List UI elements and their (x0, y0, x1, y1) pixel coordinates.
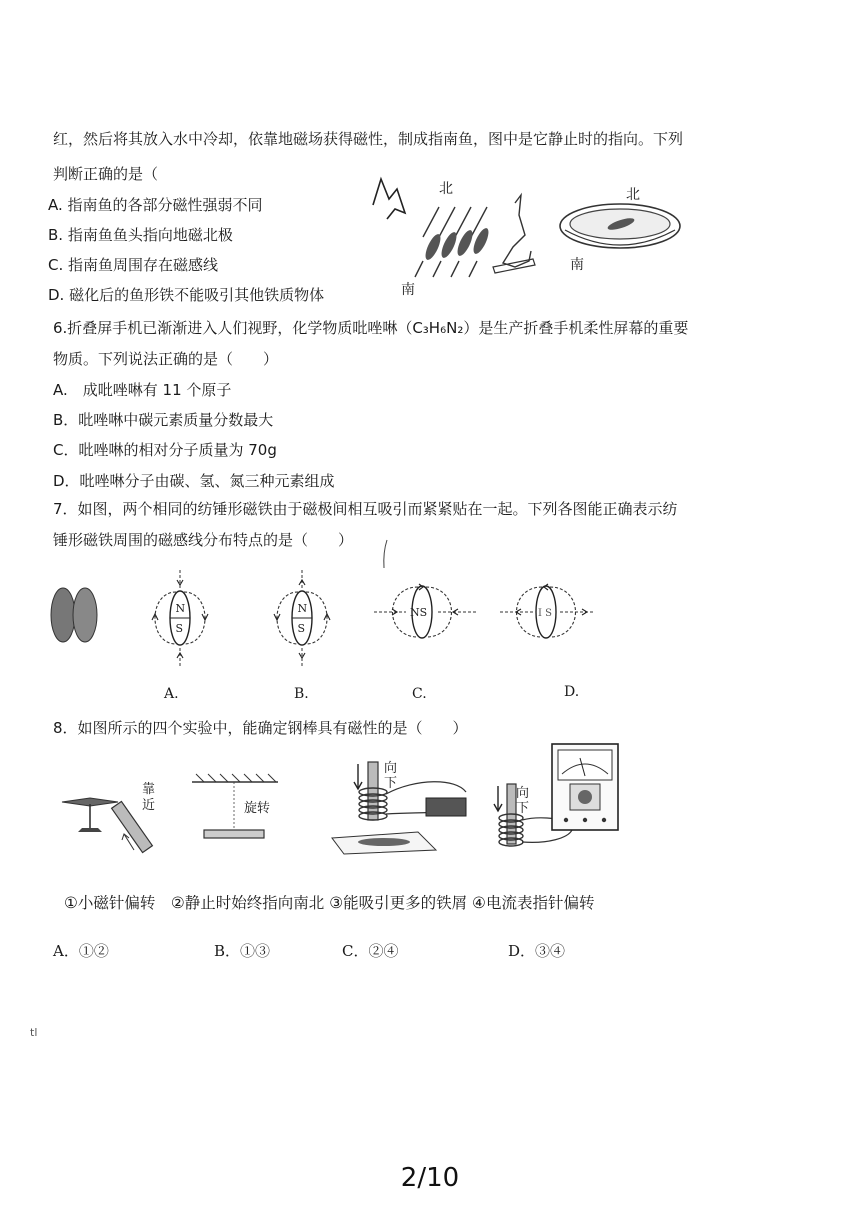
q7-stem-line1: 7．如图，两个相同的纺锤形磁铁由于磁极间相互吸引而紧紧贴在一起。下列各图能正确表示纺 (53, 500, 678, 518)
q5-intro-line1: 红，然后将其放入水中冷却，依靠地磁场获得磁性，制成指南鱼，图中是它静止时的指向。下列 (53, 130, 684, 148)
q8-figure-coil-filings (326, 758, 476, 858)
q6-stem-line2: 物质。下列说法正确的是（ ） (53, 350, 279, 368)
q7-b-pole-n: N (297, 602, 308, 615)
q5-figure-dish (555, 198, 685, 258)
q7-option-a-label: A. (164, 686, 179, 702)
q5-option-b: B. 指南鱼鱼头指向地磁北极 (48, 226, 233, 244)
q8-captions: ①小磁针偏转 ②静止时始终指向南北 ③能吸引更多的铁屑 ④电流表指针偏转 (64, 894, 595, 912)
svg-text:I S: I S (538, 608, 552, 619)
q7-option-b-label: B. (294, 686, 309, 702)
q5-option-c: C. 指南鱼周围存在磁感线 (48, 256, 219, 274)
q7-figure-spindle-magnets (48, 585, 100, 645)
q8-label-down-2: 向下 (516, 786, 530, 816)
q8-option-d: D．③④ (508, 942, 566, 960)
q7-figure-option-c (372, 575, 482, 655)
q8-label-down-1: 向下 (384, 761, 398, 791)
q6-option-d: D．吡唑啉分子由碳、氢、氮三种元素组成 (53, 472, 335, 490)
q6-option-b: B．吡唑啉中碳元素质量分数最大 (53, 411, 274, 429)
q7-a-pole-n: N (175, 602, 186, 615)
q5-option-d: D. 磁化后的鱼形铁不能吸引其他铁质物体 (48, 286, 325, 304)
q6-option-c: C．吡唑啉的相对分子质量为 70g (53, 441, 277, 459)
q7-figure-option-d (498, 575, 598, 655)
q7-stem-line2: 锤形磁铁周围的磁感线分布特点的是（ ） (53, 531, 354, 549)
q7-figure-option-b (262, 568, 342, 670)
q7-c-poles: NS (410, 606, 428, 619)
q5-intro-line2: 判断正确的是（ (53, 165, 159, 183)
stray-mark: tl (30, 1026, 38, 1039)
q5-option-a: A. 指南鱼的各部分磁性强弱不同 (48, 196, 263, 214)
q7-b-pole-s: S (297, 622, 306, 635)
q8-figure-suspended-bar (186, 770, 286, 850)
q8-label-approach: 靠近 (142, 782, 156, 813)
q8-label-rotate: 旋转 (244, 801, 271, 816)
page-number: 2/10 (400, 1163, 460, 1193)
q5-label-south-2: 南 (570, 257, 584, 273)
q7-figure-option-a (140, 568, 220, 670)
q5-label-north-2: 北 (626, 187, 640, 203)
stray-pen-mark (380, 538, 390, 570)
q8-stem: 8．如图所示的四个实验中，能确定钢棒具有磁性的是（ ） (53, 719, 468, 737)
q8-figure-galvanometer (488, 738, 628, 858)
q7-option-c-label: C. (412, 686, 427, 702)
q5-label-south-1: 南 (401, 282, 415, 298)
q8-option-b: B．①③ (214, 942, 271, 960)
q8-option-c: C．②④ (342, 942, 399, 960)
q5-figure-fish-water (365, 175, 545, 300)
q7-option-d-label: D. (564, 684, 580, 700)
q6-option-a: A. 成吡唑啉有 11 个原子 (53, 381, 232, 399)
q5-label-north-1: 北 (439, 181, 453, 197)
q7-a-pole-s: S (175, 622, 184, 635)
q6-stem-line1: 6.折叠屏手机已渐渐进入人们视野，化学物质吡唑啉（C₃H₆N₂）是生产折叠手机柔性屏幕的重要 (53, 319, 689, 337)
q8-option-a: A．①② (53, 942, 109, 960)
